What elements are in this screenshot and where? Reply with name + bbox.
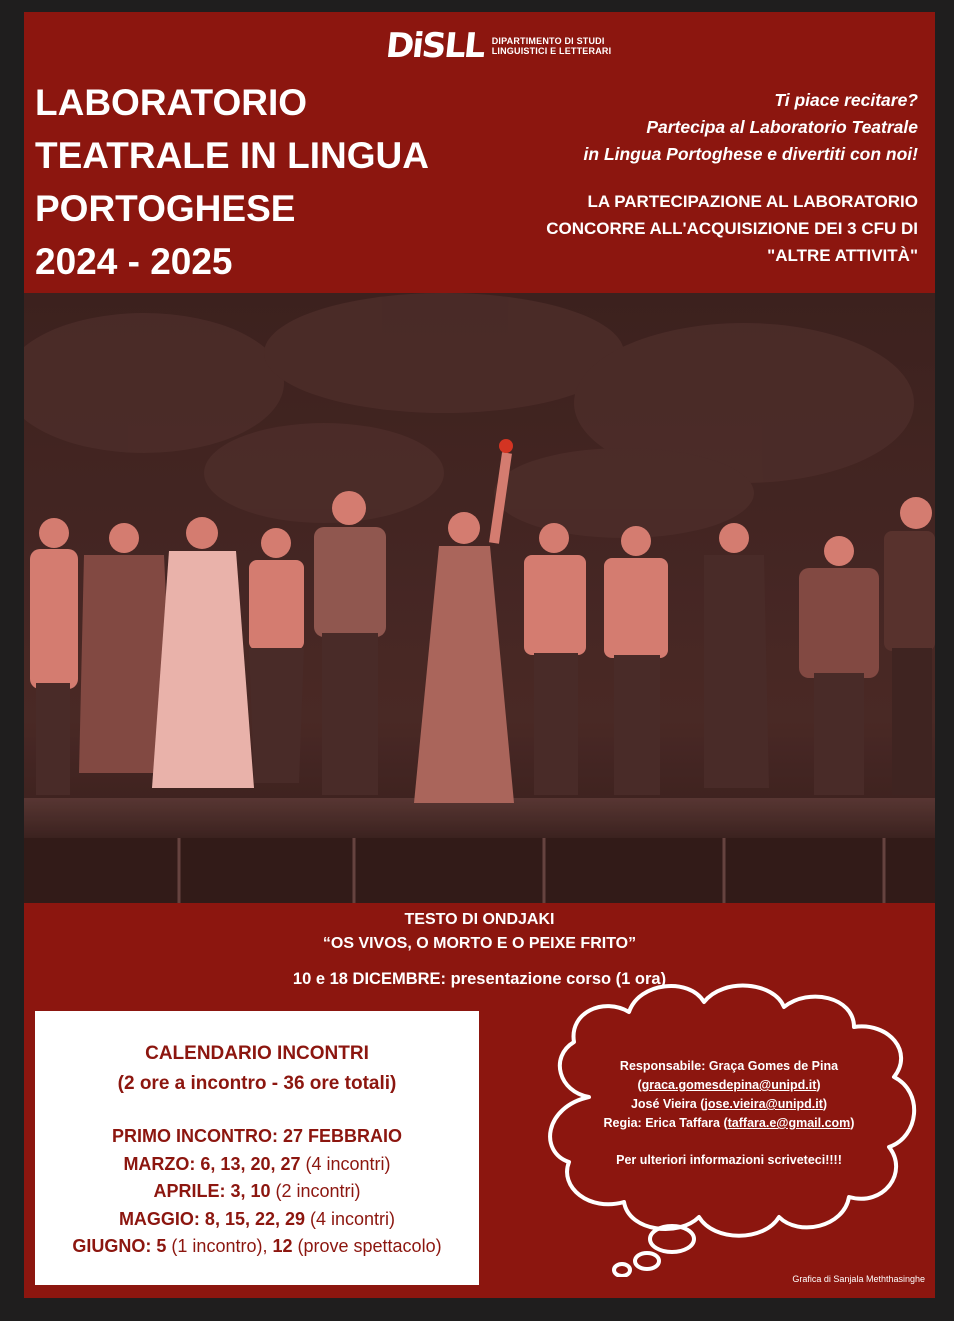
paren-close: ) <box>850 1116 855 1130</box>
logo-text <box>492 36 612 56</box>
tagline-line-2: Partecipa al Laboratorio Teatrale <box>646 117 918 137</box>
giugno-date-1: GIUGNO: 5 <box>72 1236 167 1256</box>
aprile-dates: APRILE: 3, 10 <box>153 1181 271 1201</box>
calendar-box <box>35 1011 479 1285</box>
more-info: Per ulteriori informazioni scriveteci!!!! <box>616 1153 842 1167</box>
resp-email-link[interactable]: graca.gomesdepina@unipd.it <box>641 1078 817 1092</box>
contact-resp-email-row <box>564 1076 894 1095</box>
marzo-count: (4 incontri) <box>300 1153 391 1174</box>
title-line-4: 2024 - 2025 <box>35 241 233 282</box>
graphic-credit: Grafica di Sanjala Meththasinghe <box>792 1274 925 1284</box>
calendar-row-marzo <box>35 1151 479 1179</box>
disll-logo <box>383 26 612 66</box>
calendar-row-aprile <box>35 1178 479 1206</box>
jose-email-link[interactable]: jose.vieira@unipd.it <box>704 1097 823 1111</box>
cfu-note <box>478 188 918 269</box>
paren-close: ) <box>822 1097 828 1111</box>
calendar-heading <box>35 1039 479 1099</box>
calendar-subtitle: (2 ore a incontro - 36 ore totali) <box>117 1073 397 1094</box>
logo-line-1: DIPARTIMENTO DI STUDI <box>491 36 605 46</box>
cfu-line-2: CONCORRE ALL'ACQUISIZIONE DEI 3 CFU DI <box>546 219 918 238</box>
title-line-1: LABORATORIO <box>35 82 308 123</box>
jose-name: José Vieira ( <box>630 1097 705 1111</box>
tagline-line-3: in Lingua Portoghese e divertiti con noi! <box>583 144 918 164</box>
logo-line-2: LINGUISTICI E LETTERARI <box>491 46 612 56</box>
title-line-3: PORTOGHESE <box>35 188 296 229</box>
contact-jose <box>564 1095 894 1114</box>
regia-name: Regia: Erica Taffara ( <box>603 1116 728 1130</box>
paren-open: ( <box>637 1078 642 1092</box>
calendar-list <box>35 1123 479 1261</box>
play-info <box>24 908 935 956</box>
giugno-date-2: 12 <box>272 1236 293 1256</box>
play-author: TESTO DI ONDJAKI <box>404 911 555 928</box>
first-meeting: PRIMO INCONTRO: 27 FEBBRAIO <box>111 1126 402 1146</box>
maggio-count: (4 incontri) <box>305 1208 396 1229</box>
aprile-count: (2 incontri) <box>270 1181 361 1201</box>
logo-mark: DiSLL <box>383 26 486 66</box>
maggio-dates: MAGGIO: 8, 15, 22, 29 <box>118 1208 306 1229</box>
poster-title <box>35 76 495 288</box>
stage-photo <box>24 293 935 903</box>
presentation-dates: 10 e 18 DICEMBRE: presentazione corso (1 ora) <box>292 970 667 988</box>
giugno-count-1: (1 incontro), <box>166 1236 273 1256</box>
regia-email-link[interactable]: taffara.e@gmail.com <box>727 1116 851 1130</box>
marzo-dates: MARZO: 6, 13, 20, 27 <box>123 1153 301 1174</box>
paren-close: ) <box>816 1078 821 1092</box>
contact-responsabile: Responsabile: Graça Gomes de Pina <box>619 1059 839 1073</box>
calendar-title: CALENDARIO INCONTRI <box>145 1043 369 1064</box>
contact-regia <box>564 1114 894 1133</box>
title-line-2: TEATRALE IN LINGUA <box>35 135 429 176</box>
play-title: “OS VIVOS, O MORTO E O PEIXE FRITO” <box>322 935 637 952</box>
stage-photo-illustration <box>24 293 935 903</box>
calendar-row-giugno <box>35 1233 479 1261</box>
giugno-count-2: (prove spettacolo) <box>292 1236 442 1256</box>
cfu-line-1: LA PARTECIPAZIONE AL LABORATORIO <box>587 192 918 211</box>
cfu-line-3: "ALTRE ATTIVITÀ" <box>767 246 918 265</box>
calendar-row-maggio <box>35 1206 479 1234</box>
tagline-line-1: Ti piace recitare? <box>774 90 918 110</box>
contacts <box>564 1057 894 1170</box>
tagline <box>488 87 918 168</box>
poster <box>24 12 935 1298</box>
calendar-row-first <box>35 1123 479 1151</box>
